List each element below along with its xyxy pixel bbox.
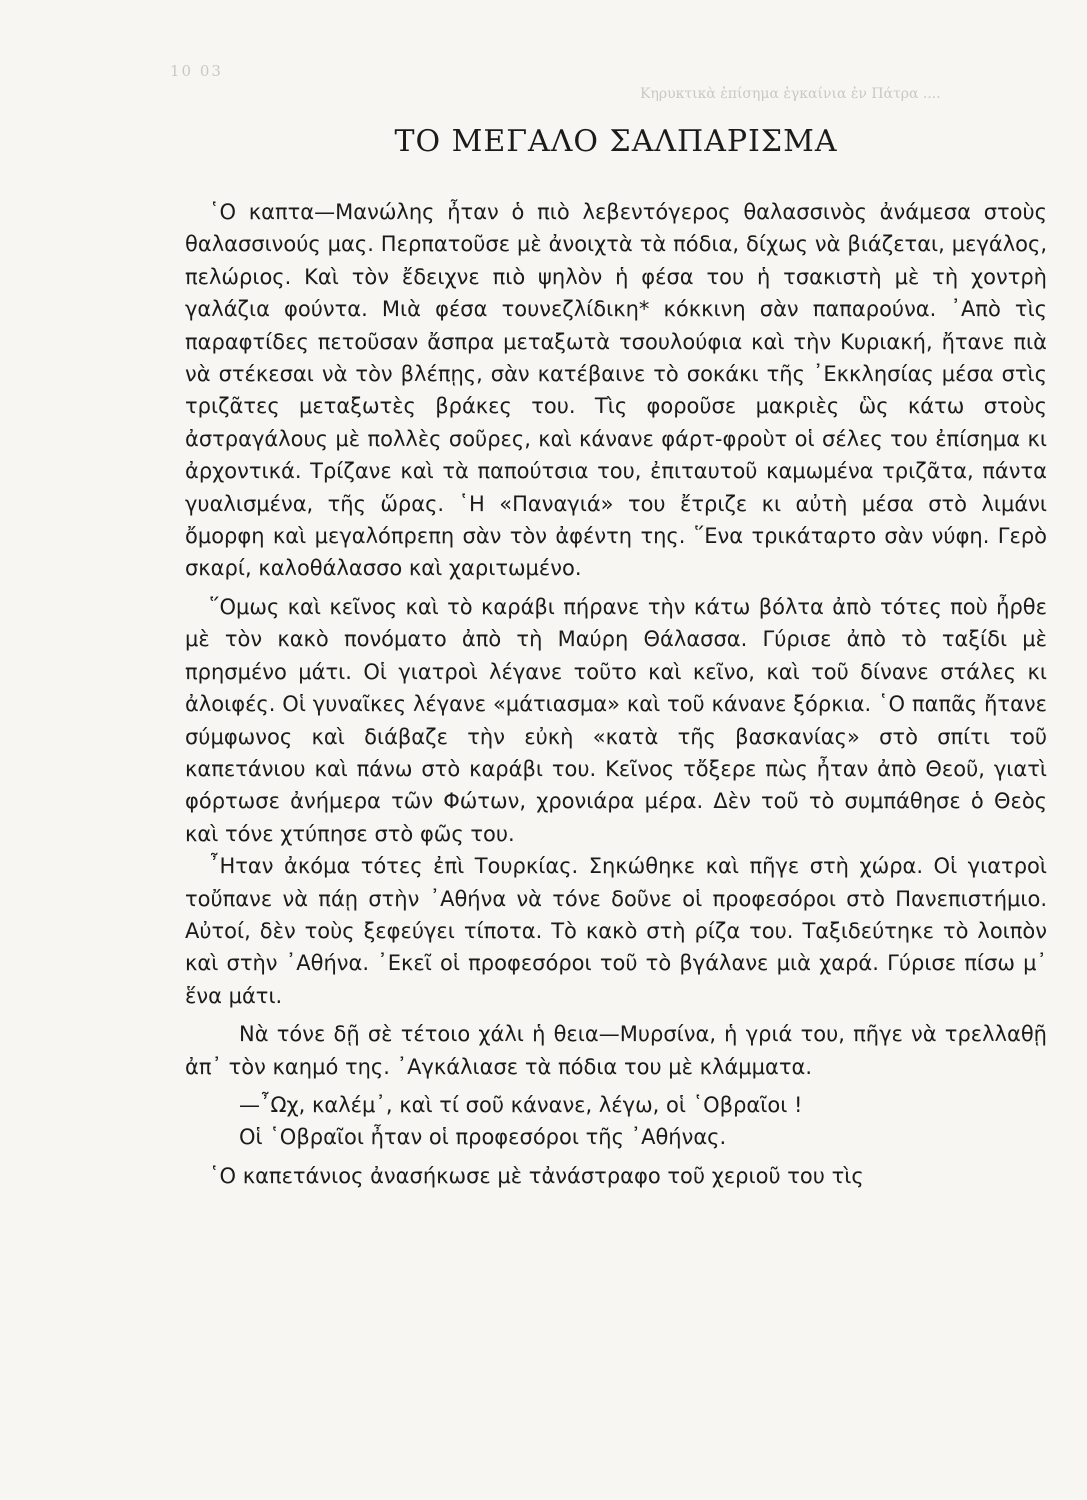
paragraph-7: ῾Ο καπετάνιος ἀνασήκωσε μὲ τἀνάστραφο τοῦ χεριοῦ του τὶς <box>209 1163 864 1188</box>
paragraph-4: Νὰ τόνε δῇ σὲ τέτοιο χάλι ἡ θεια—Μυρσίνα, ἡ γριά του, πῆγε νὰ τρελλαθῇ ἀπ᾿ τὸν καημό της. ᾿Αγκάλιασε τὰ πόδια του μὲ κλάμματα. <box>185 1022 1047 1079</box>
bleed-through-running-line: Κηρυκτικὰ ἐπίσημα ἐγκαίνια ἐν Πάτρα .... <box>640 86 941 102</box>
paragraph-2: ῞Ομως καὶ κεῖνος καὶ τὸ καράβι πήρανε τὴν κάτω βόλτα ἀπὸ τότες ποὺ ἦρθε μὲ τὸν κακὸ πονόματο ἀπὸ τὴ Μαύρη Θάλασσα. Γύρισε ἀπὸ τὸ ταξίδι μὲ πρησμένο μάτι. Οἱ γιατροὶ λέγανε τοῦτο καὶ κεῖνο, καὶ τοῦ δίνανε στάλες κι ἀλοιφές. Οἱ γυναῖκες λέγανε «μάτιασμα» καὶ τοῦ κάνανε ξόρκια. ῾Ο παπᾶς ἤτανε σύμφωνος καὶ διάβαζε τὴν εὐκὴ «κατὰ τῆς βασκανίας» στὸ σπίτι τοῦ καπετάνιου καὶ πάνω στὸ καράβι του. Κεῖνος τὄξερε πὼς ἦταν ἀπὸ Θεοῦ, γιατὶ φόρτωσε ἀνήμερα τῶν Φώτων, χρονιάρα μέρα. Δὲν τοῦ τὸ συμπάθησε ὁ Θεὸς καὶ τόνε χτύπησε στὸ φῶς του. <box>185 594 1047 846</box>
article-body <box>185 196 1047 1192</box>
paragraph-6: Οἱ ῾Οβραῖοι ἦταν οἱ προφεσόροι τῆς ᾿Αθήνας. <box>239 1125 727 1150</box>
paragraph-1: ῾Ο καπτα—Μανώλης ἦταν ὁ πιὸ λεβεντόγερος θαλασσινὸς ἀνάμεσα στοὺς θαλασσινούς μας. Περπατοῦσε μὲ ἀνοιχτὰ τὰ πόδια, δίχως νὰ βιάζεται, μεγάλος, πελώριος. Καὶ τὸν ἔδειχνε πιὸ ψηλὸν ἡ φέσα του ἡ τσακιστὴ μὲ τὴ χοντρὴ γαλάζια φούντα. Μιὰ φέσα τουνεζλίδικη* κόκκινη σὰν παπαρούνα. ᾿Απὸ τὶς παραφτίδες πετοῦσαν ἄσπρα μεταξωτὰ τσουλούφια καὶ τὴν Κυριακή, ἤτανε πιὰ νὰ στέκεσαι νὰ τὸν βλέπῃς, σὰν κατέβαινε τὸ σοκάκι τῆς ᾿Εκκλησίας μέσα στὶς τριζᾶτες μεταξωτὲς βράκες του. Τὶς φοροῦσε μακριὲς ὣς κάτω στοὺς ἀστραγάλους μὲ πολλὲς σοῦρες, καὶ κάνανε φάρτ-φροὺτ οἱ σέλες του ἐπίσημα κι ἀρχοντικά. Τρίζανε καὶ τὰ παπούτσια του, ἐπιταυτοῦ καμωμένα τριζᾶτα, πάντα γυαλισμένα, τῆς ὥρας. ῾Η «Παναγιά» του ἔτριζε κι αὐτὴ μέσα στὸ λιμάνι ὄμορφη καὶ μεγαλόπρεπη σὰν τὸν ἀφέντη της. ῞Ενα τρικάταρτο σὰν νύφη. Γερὸ σκαρί, καλοθάλασσο καὶ χαριτωμένο. <box>185 200 1047 581</box>
paragraph-3: ῏Ηταν ἀκόμα τότες ἐπὶ Τουρκίας. Σηκώθηκε καὶ πῆγε στὴ χώρα. Οἱ γιατροὶ τοὔπανε νὰ πάῃ στὴν ᾿Αθήνα νὰ τόνε δοῦνε οἱ προφεσόροι στὸ Πανεπιστήμιο. Αὐτοί, δὲν τοὺς ξεφεύγει τίποτα. Τὸ κακὸ στὴ ρίζα του. Ταξιδεύτηκε τὸ λοιπὸν καὶ στὴν ᾿Αθήνα. ᾿Εκεῖ οἱ προφεσόροι τοῦ τὸ βγάλανε μιὰ χαρά. Γύρισε πίσω μ᾿ ἕνα μάτι. <box>185 854 1047 1008</box>
page <box>185 0 1047 1500</box>
dialogue-line: —῏Ωχ, καλέμ᾿, καὶ τί σοῦ κάνανε, λέγω, οἱ ῾Οβραῖοι ! <box>239 1092 803 1117</box>
article-title: ΤΟ ΜΕΓΑΛΟ ΣΑΛΠΑΡΙΣΜΑ <box>394 124 838 159</box>
bleed-through-page-number: 10 03 <box>170 62 223 80</box>
